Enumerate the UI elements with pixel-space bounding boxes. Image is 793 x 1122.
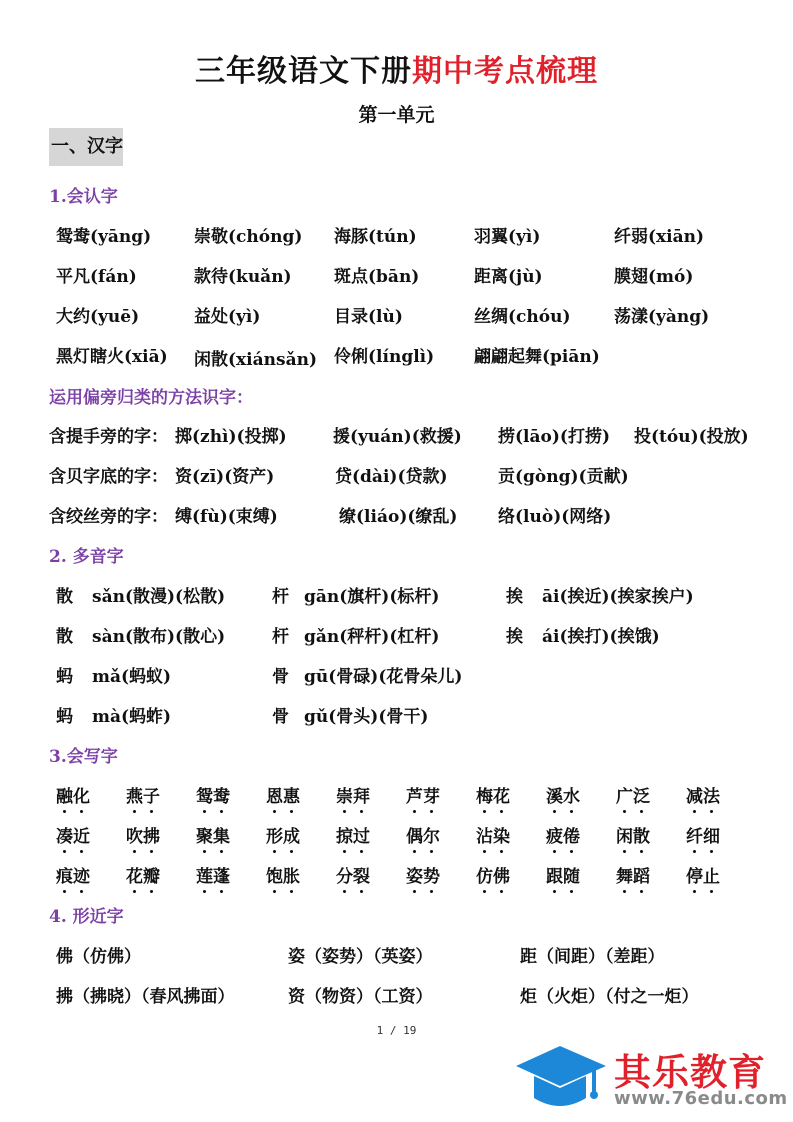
unit-subtitle: 第一单元 bbox=[358, 104, 435, 126]
write-word: 停止 bbox=[686, 867, 720, 887]
write-word: 分裂 bbox=[336, 867, 370, 887]
radical-word: 援(yuán)(救援) bbox=[333, 427, 462, 447]
write-word: 芦芽 bbox=[406, 787, 440, 807]
polyphonic-reading: mǎ(蚂蚁) bbox=[92, 667, 172, 687]
radical-word: 络(luò)(网络) bbox=[498, 507, 612, 527]
radical-group-label: 含绞丝旁的字： bbox=[49, 507, 168, 527]
recognize-word: 翩翩起舞(piān) bbox=[474, 347, 600, 367]
radical-word: 缚(fù)(束缚) bbox=[175, 507, 278, 527]
write-word: 花瓣 bbox=[126, 867, 160, 887]
polyphonic-char: 挨 bbox=[506, 587, 523, 607]
polyphonic-char: 散 bbox=[56, 587, 73, 607]
heading-similar-chars: 4. 形近字 bbox=[49, 907, 124, 927]
radical-word: 捞(lāo)(打捞) bbox=[498, 427, 610, 447]
similar-word: 炬（火炬）（付之一炬） bbox=[520, 987, 699, 1007]
recognize-word: 黑灯瞎火(xiā) bbox=[56, 347, 168, 367]
write-word: 舞蹈 bbox=[616, 867, 650, 887]
write-word: 吹拂 bbox=[126, 827, 160, 847]
write-word: 痕迹 bbox=[56, 867, 90, 887]
radical-word: 贡(gòng)(贡献) bbox=[498, 467, 629, 487]
recognize-word: 纤弱(xiān) bbox=[614, 227, 705, 247]
recognize-word: 目录(lù) bbox=[334, 307, 403, 327]
radical-word: 贷(dài)(贷款) bbox=[335, 467, 448, 487]
recognize-word: 丝绸(chóu) bbox=[474, 307, 571, 327]
write-word: 鸳鸯 bbox=[196, 787, 230, 807]
recognize-word: 羽翼(yì) bbox=[474, 227, 541, 247]
polyphonic-reading: gān(旗杆)(标杆) bbox=[304, 587, 440, 607]
polyphonic-reading: āi(挨近)(挨家挨户) bbox=[542, 587, 694, 607]
recognize-word: 伶俐(línglì) bbox=[334, 347, 435, 367]
recognize-word: 大约(yuē) bbox=[56, 307, 140, 327]
polyphonic-char: 挨 bbox=[506, 627, 523, 647]
recognize-word: 闲散(xiánsǎn) bbox=[194, 350, 318, 370]
heading-recognize-chars: 1.会认字 bbox=[49, 187, 118, 207]
similar-word: 距（间距）（差距） bbox=[520, 947, 665, 967]
section-heading: 一、汉字 bbox=[49, 128, 123, 166]
polyphonic-char: 散 bbox=[56, 627, 73, 647]
recognize-word: 鸳鸯(yāng) bbox=[56, 227, 152, 247]
write-word: 梅花 bbox=[476, 787, 510, 807]
polyphonic-reading: gǔ(骨头)(骨干) bbox=[304, 707, 429, 727]
write-word: 纤细 bbox=[686, 827, 720, 847]
title-black: 三年级语文下册 bbox=[195, 54, 412, 89]
write-word: 闲散 bbox=[616, 827, 650, 847]
write-word: 饱胀 bbox=[266, 867, 300, 887]
similar-word: 资（物资）（工资） bbox=[288, 987, 433, 1007]
polyphonic-reading: sǎn(散漫)(松散) bbox=[92, 587, 226, 607]
logo-url: www.76edu.com bbox=[614, 1088, 788, 1109]
similar-word: 拂（拂晓）（春风拂面） bbox=[56, 987, 235, 1007]
logo-name: 其乐教育 bbox=[614, 1051, 766, 1094]
recognize-word: 崇敬(chóng) bbox=[194, 227, 303, 247]
write-word: 跟随 bbox=[546, 867, 580, 887]
recognize-word: 斑点(bān) bbox=[334, 267, 420, 287]
write-word: 莲蓬 bbox=[196, 867, 230, 887]
radical-word: 缭(liáo)(缭乱) bbox=[339, 507, 458, 527]
recognize-word: 荡漾(yàng) bbox=[614, 307, 710, 327]
similar-word: 佛（仿佛） bbox=[56, 947, 141, 967]
radical-group-label: 含贝字底的字： bbox=[49, 467, 168, 487]
radical-word: 资(zī)(资产) bbox=[175, 467, 275, 487]
write-word: 广泛 bbox=[616, 787, 650, 807]
polyphonic-char: 杆 bbox=[272, 627, 289, 647]
write-word: 姿势 bbox=[406, 867, 440, 887]
title-red: 期中考点梳理 bbox=[412, 54, 598, 89]
polyphonic-reading: mà(蚂蚱) bbox=[92, 707, 172, 727]
write-word: 燕子 bbox=[126, 787, 160, 807]
write-word: 减法 bbox=[686, 787, 720, 807]
heading-write-chars: 3.会写字 bbox=[49, 747, 118, 767]
page-title bbox=[0, 46, 793, 90]
write-word: 掠过 bbox=[336, 827, 370, 847]
write-word: 融化 bbox=[56, 787, 90, 807]
write-word: 恩惠 bbox=[266, 787, 300, 807]
polyphonic-char: 杆 bbox=[272, 587, 289, 607]
write-word: 聚集 bbox=[196, 827, 230, 847]
recognize-word: 海豚(tún) bbox=[334, 227, 417, 247]
recognize-word: 款待(kuǎn) bbox=[194, 267, 292, 287]
recognize-word: 益处(yì) bbox=[194, 307, 261, 327]
radical-word: 投(tóu)(投放) bbox=[634, 427, 749, 447]
radical-group-label: 含提手旁的字： bbox=[49, 427, 168, 447]
radical-word: 掷(zhì)(投掷) bbox=[175, 427, 287, 447]
similar-word: 姿（姿势）（英姿） bbox=[288, 947, 433, 967]
polyphonic-char: 骨 bbox=[272, 707, 289, 727]
write-word: 凑近 bbox=[56, 827, 90, 847]
polyphonic-reading: sàn(散布)(散心) bbox=[92, 627, 226, 647]
polyphonic-reading: gǎn(秤杆)(杠杆) bbox=[304, 627, 440, 647]
polyphonic-char: 蚂 bbox=[56, 667, 73, 687]
polyphonic-char: 蚂 bbox=[56, 707, 73, 727]
write-word: 偶尔 bbox=[406, 827, 440, 847]
polyphonic-reading: ái(挨打)(挨饿) bbox=[542, 627, 660, 647]
recognize-word: 膜翅(mó) bbox=[614, 267, 694, 287]
write-word: 溪水 bbox=[546, 787, 580, 807]
heading-polyphonic: 2. 多音字 bbox=[49, 547, 124, 567]
write-word: 形成 bbox=[266, 827, 300, 847]
polyphonic-char: 骨 bbox=[272, 667, 289, 687]
write-word: 仿佛 bbox=[476, 867, 510, 887]
recognize-word: 距离(jù) bbox=[474, 267, 543, 287]
heading-radical-method: 运用偏旁归类的方法识字： bbox=[49, 388, 253, 408]
write-word: 疲倦 bbox=[546, 827, 580, 847]
polyphonic-reading: gū(骨碌)(花骨朵儿) bbox=[304, 667, 463, 687]
recognize-word: 平凡(fán) bbox=[56, 267, 137, 287]
write-word: 崇拜 bbox=[336, 787, 370, 807]
page-number: 1 / 19 bbox=[376, 1024, 417, 1037]
write-word: 沾染 bbox=[476, 827, 510, 847]
